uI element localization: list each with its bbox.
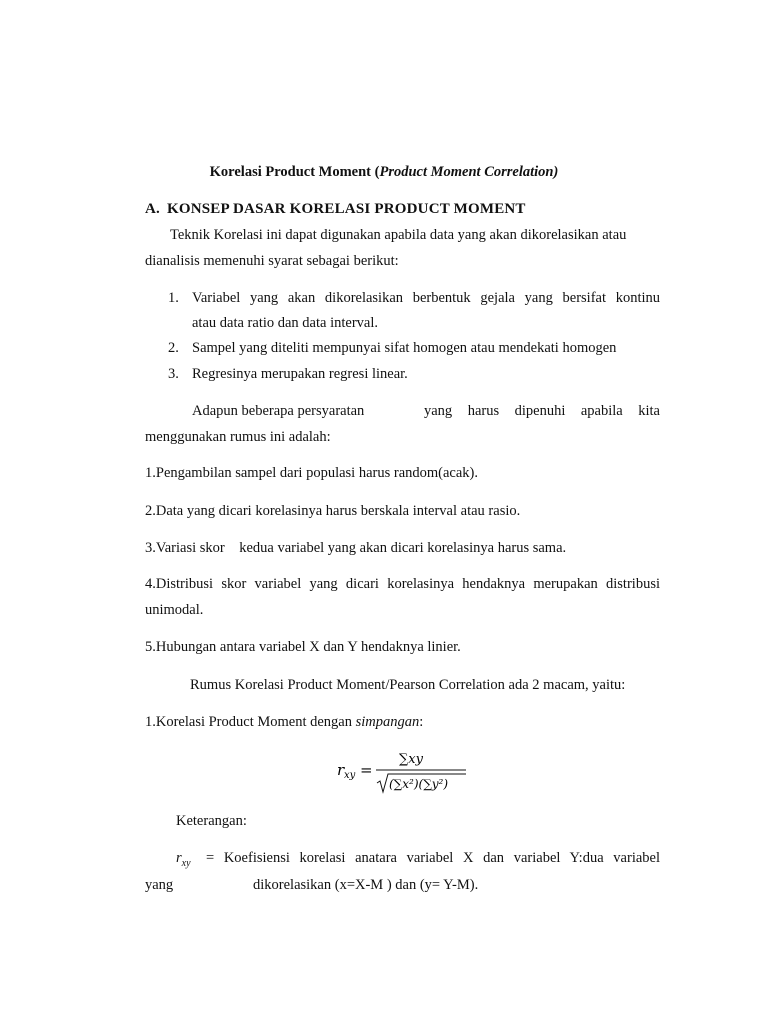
formula-denominator: (∑x²)(∑y²): [389, 777, 449, 791]
method-1-prefix: 1.Korelasi Product Moment dengan: [145, 714, 356, 730]
requirement-number: 1.: [168, 290, 179, 306]
section-heading: [145, 201, 526, 218]
definition-symbol: [176, 850, 191, 869]
keterangan-label: Keterangan:: [176, 813, 247, 829]
definition-r: r: [176, 850, 182, 866]
formula-numerator: ∑xy: [399, 752, 423, 767]
section-heading-text: KONSEP DASAR KORELASI PRODUCT MOMENT: [167, 201, 526, 217]
requirement-text: Regresinya merupakan regresi linear.: [192, 366, 408, 382]
title-italic: Product Moment Correlation): [379, 164, 559, 180]
formula-equals: =: [360, 761, 373, 779]
persyaratan-line-1a: Adapun beberapa persyaratan: [192, 403, 365, 419]
definition-subscript: xy: [181, 857, 191, 869]
condition-item: 2.Data yang dicari korelasinya harus berskala interval atau rasio.: [145, 503, 521, 519]
section-letter: A.: [145, 201, 160, 217]
persyaratan-line-2: menggunakan rumus ini adalah:: [145, 429, 331, 445]
requirement-number: 2.: [168, 340, 179, 356]
definition-line-2a: yang: [145, 877, 174, 893]
condition-item: 3.Variasi skor kedua variabel yang akan dicari korelasinya harus sama.: [145, 540, 567, 556]
pearson-formula: [336, 746, 476, 796]
rumus-intro: Rumus Korelasi Product Moment/Pearson Correlation ada 2 macam, yaitu:: [190, 677, 626, 693]
condition-item: 4.Distribusi skor variabel yang dicari korelasinya hendaknya merupakan distribusi: [145, 576, 660, 592]
definition-line-2b: dikorelasikan (x=X-M ) dan (y= Y-M).: [253, 877, 479, 893]
persyaratan-line-1b: yang harus dipenuhi apabila kita: [424, 403, 660, 419]
requirement-text: Sampel yang diteliti mempunyai sifat homogen atau mendekati homogen: [192, 340, 617, 356]
requirement-text-cont: atau data ratio dan data interval.: [192, 315, 378, 331]
method-1-suffix: :: [419, 714, 424, 730]
intro-line-1: Teknik Korelasi ini dapat digunakan apabila data yang akan dikorelasikan atau: [170, 227, 627, 243]
requirement-number: 3.: [168, 366, 179, 382]
requirement-text: Variabel yang akan dikorelasikan berbentuk gejala yang bersifat kontinu: [192, 290, 660, 306]
condition-item: 5.Hubungan antara variabel X dan Y hendaknya linier.: [145, 639, 461, 655]
method-1-italic: simpangan: [355, 714, 420, 730]
definition-line-1: = Koefisiensi korelasi anatara variabel X dan variabel Y:dua variabel: [206, 850, 660, 866]
condition-item-cont: unimodal.: [145, 602, 204, 618]
intro-line-2: dianalisis memenuhi syarat sebagai berikut:: [145, 253, 399, 269]
formula-r-subscript: xy: [344, 770, 356, 781]
condition-item: 1.Pengambilan sampel dari populasi harus random(acak).: [145, 465, 478, 481]
document-title: [0, 164, 768, 181]
method-1-label: [145, 714, 423, 731]
formula-r: r: [337, 761, 345, 779]
title-main: Korelasi Product Moment (: [209, 164, 380, 180]
